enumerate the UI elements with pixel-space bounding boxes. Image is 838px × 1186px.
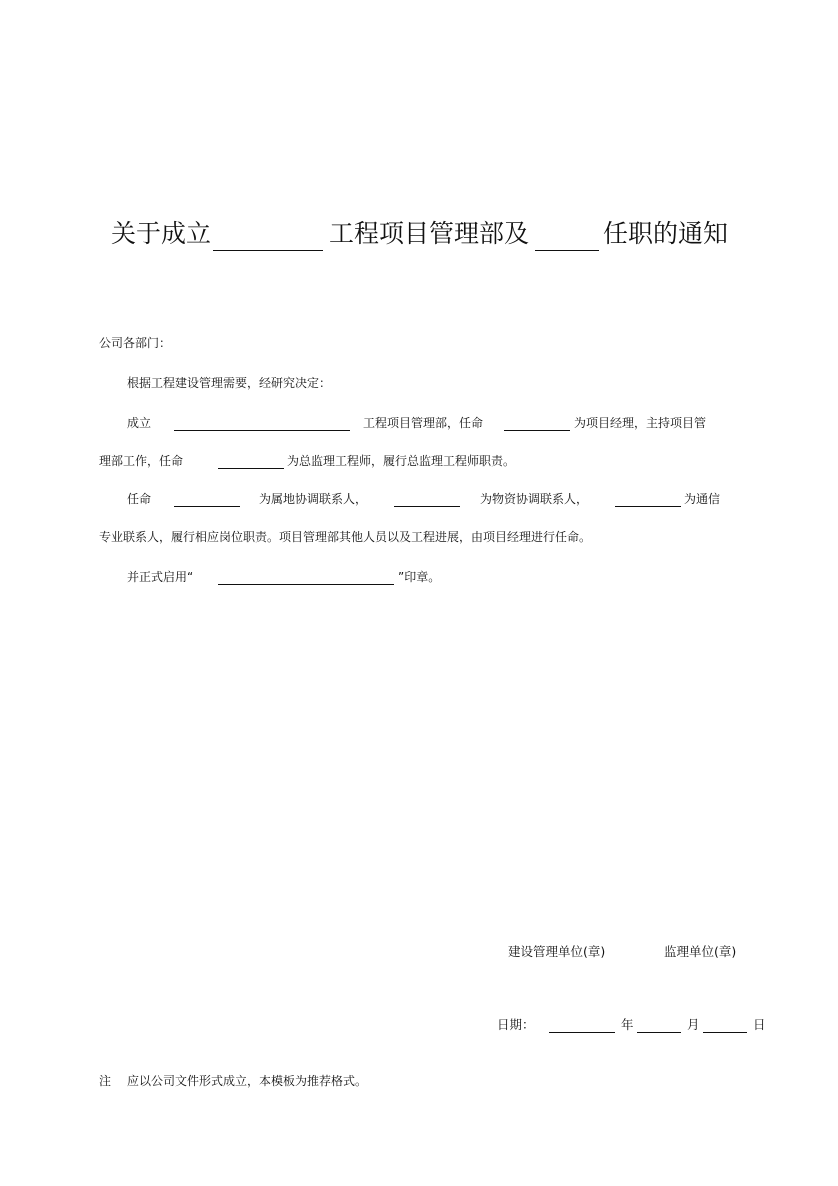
note-label: 注 xyxy=(99,1074,112,1088)
blank-telecom-coordinator[interactable] xyxy=(615,493,681,507)
text-line-1c: 为项目经理，主持项目管 xyxy=(574,416,707,430)
text-line-4: 专业联系人，履行相应岗位职责。项目管理部其他人员以及工程进展，由项目经理进行任命。 xyxy=(99,530,592,544)
text-line-1b: 工程项目管理部，任命 xyxy=(363,416,484,430)
blank-year[interactable] xyxy=(549,1019,615,1033)
title-blank-project[interactable] xyxy=(213,222,323,251)
text-line-3b: 为属地协调联系人， xyxy=(259,492,368,506)
title-blank-person[interactable] xyxy=(535,222,599,251)
blank-local-coordinator[interactable] xyxy=(174,493,240,507)
note-text: 应以公司文件形式成立，本模板为推荐格式。 xyxy=(127,1074,368,1088)
title-middle: 工程项目管理部及 xyxy=(329,219,530,248)
document-title xyxy=(111,217,728,251)
text-line-5b: ”印章。 xyxy=(398,570,441,584)
text-line-2b: 为总监理工程师，履行总监理工程师职责。 xyxy=(287,454,516,468)
text-line-5a: 并正式启用“ xyxy=(127,570,194,584)
text-line-3d: 为通信 xyxy=(684,492,721,506)
text-line-1a: 成立 xyxy=(127,416,152,430)
blank-seal-name[interactable] xyxy=(218,571,394,585)
date-year-label: 年 xyxy=(621,1017,634,1032)
title-suffix: 任职的通知 xyxy=(603,219,729,248)
text-line-3a: 任命 xyxy=(127,492,152,506)
text-line-2a: 理部工作，任命 xyxy=(99,454,184,468)
blank-materials-coordinator[interactable] xyxy=(394,493,460,507)
salutation: 公司各部门： xyxy=(99,336,172,350)
date-label: 日期： xyxy=(497,1017,535,1032)
blank-chief-supervisor[interactable] xyxy=(218,455,284,469)
supervision-unit-seal: 监理单位(章) xyxy=(664,944,737,959)
text-line-3c: 为物资协调联系人， xyxy=(480,492,589,506)
date-month-label: 月 xyxy=(687,1017,700,1032)
date-day-label: 日 xyxy=(753,1017,766,1032)
blank-month[interactable] xyxy=(637,1019,681,1033)
intro-paragraph: 根据工程建设管理需要，经研究决定： xyxy=(127,376,332,390)
construction-unit-seal: 建设管理单位(章) xyxy=(508,944,606,959)
blank-day[interactable] xyxy=(703,1019,747,1033)
blank-project-name[interactable] xyxy=(174,417,350,431)
blank-project-manager[interactable] xyxy=(504,417,570,431)
title-prefix: 关于成立 xyxy=(111,219,212,248)
